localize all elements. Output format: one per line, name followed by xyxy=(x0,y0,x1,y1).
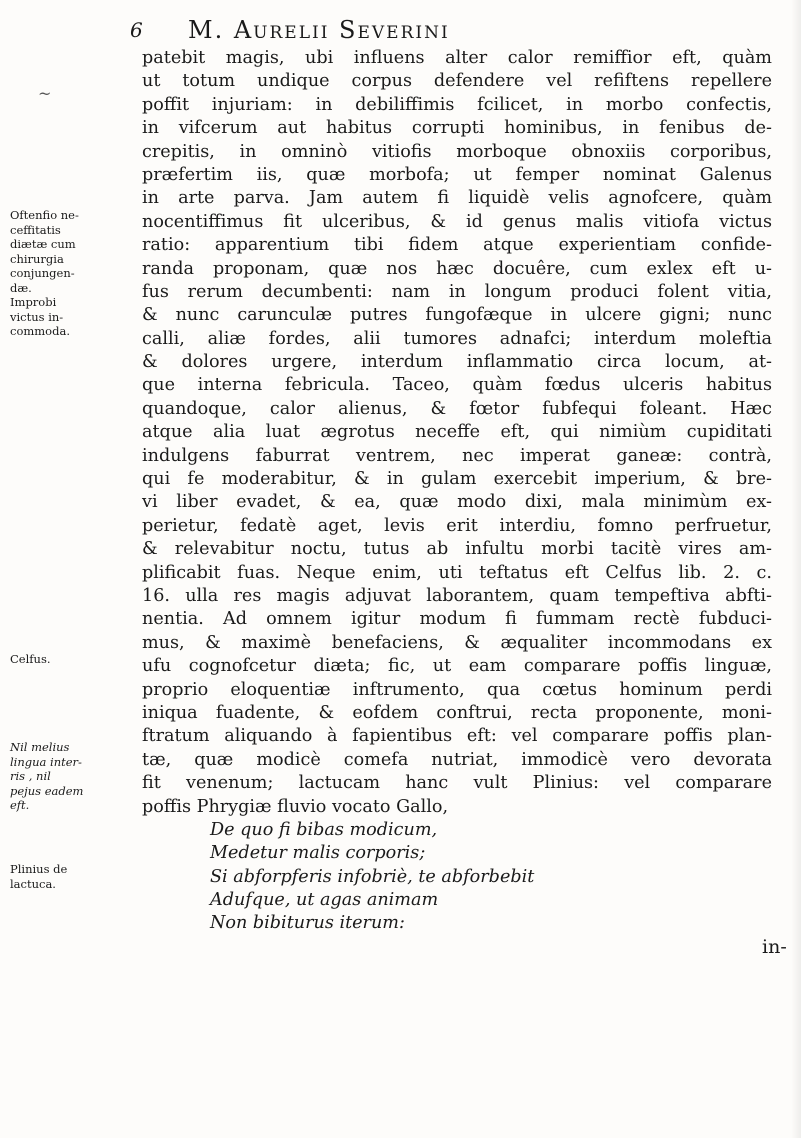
text-line: perietur, fedatè aget, levis erit interdiu, fomno perfruetur, xyxy=(142,515,772,536)
text-line: randa proponam, quæ nos hæc docuêre, cum exlex eft u- xyxy=(142,258,772,279)
text-line: indulgens faburrat ventrem, nec imperat ganeæ: contrà, xyxy=(142,445,772,466)
margin-note-lingua: Nil melius lingua inter- ris , nil pejus eadem eft. xyxy=(10,740,84,812)
text-line: tæ, quæ modicè comefa nutriat, immodicè vero devorata xyxy=(142,749,772,770)
text-line: ratio: apparentium tibi fidem atque experientiam confide- xyxy=(142,235,772,256)
text-line: qui fe moderabitur, & in gulam exercebit imperium, & bre- xyxy=(142,469,772,490)
text-line: ftratum aliquando à fapientibus eft: vel comparare poffis plan- xyxy=(142,726,772,747)
page-edge-shadow xyxy=(791,0,801,1138)
page-number: 6 xyxy=(130,18,143,42)
text-line: fus rerum decumbenti: nam in longum produci folent vitia, xyxy=(142,281,772,302)
text-line: poffit injuriam: in debiliffimis fcilicet, in morbo confectis, xyxy=(142,94,772,115)
verse-line: De quo fi bibas modicum, xyxy=(210,819,438,840)
text-line: 16. ulla res magis adjuvat laborantem, quam tempeftiva abfti- xyxy=(142,585,772,606)
text-line: iniqua fuadente, & eofdem conftrui, recta proponente, moni- xyxy=(142,702,772,723)
text-line: atque alia luat ægrotus neceffe eft, qui nimiùm cupiditati xyxy=(142,422,772,443)
text-line: in vifcerum aut habitus corrupti hominibus, in fenibus de- xyxy=(142,118,772,139)
text-line: ut totum undique corpus defendere vel refiftens repellere xyxy=(142,71,772,92)
text-line: calli, aliæ fordes, alii tumores adnafci; interdum moleftia xyxy=(142,328,772,349)
text-line: poffis Phrygiæ fluvio vocato Gallo, xyxy=(142,796,449,817)
verse-line: Adufque, ut agas animam xyxy=(210,890,439,911)
margin-note-diet: Oftenfio ne- ceffitatis diætæ cum chirurgia conjungen- dæ. Improbi victus in- commoda. xyxy=(10,208,79,338)
text-line: fit venenum; lactucam hanc vult Plinius: vel comparare xyxy=(142,773,772,794)
text-line: patebit magis, ubi influens alter calor remiffior eft, quàm xyxy=(142,48,772,68)
verse-line: Medetur malis corporis; xyxy=(210,843,426,864)
catchword: in- xyxy=(762,935,787,958)
running-head: M. Aurelii Severini xyxy=(188,16,450,44)
text-line: crepitis, in omninò vitiofis morboque obnoxiis corporibus, xyxy=(142,141,772,162)
text-line: & relevabitur noctu, tutus ab infultu morbi tacitè vires am- xyxy=(142,539,772,560)
text-line: proprio eloquentiæ inftrumento, qua cœtus hominum perdi xyxy=(142,679,772,700)
text-line: ufu cognofcetur diæta; fic, ut eam comparare poffis linguæ, xyxy=(142,656,772,677)
text-line: in arte parva. Jam autem fi liquidè velis agnofcere, quàm xyxy=(142,188,772,209)
text-line: & dolores urgere, interdum inflammatio circa locum, at- xyxy=(142,352,772,373)
text-line: quandoque, calor alienus, & fœtor fubfequi foleant. Hæc xyxy=(142,398,772,419)
text-line: mus, & maximè benefaciens, & æqualiter incommodans ex xyxy=(142,632,772,653)
text-line: que interna febricula. Taceo, quàm fœdus ulceris habitus xyxy=(142,375,772,396)
text-line: nentia. Ad omnem igitur modum fi fummam rectè fubduci- xyxy=(142,609,772,630)
gutter-mark: ~ xyxy=(38,84,52,103)
text-line: nocentiffimus fit ulceribus, & id genus malis vitiofa victus xyxy=(142,211,772,232)
text-line: vi liber evadet, & ea, quæ modo dixi, mala minimùm ex- xyxy=(142,492,772,513)
verse-line: Non bibiturus iterum: xyxy=(210,913,405,934)
text-line: præfertim iis, quæ morbofa; ut femper nominat Galenus xyxy=(142,164,772,185)
verse-line: Si abforpferis infobriè, te abforbebit xyxy=(210,866,535,887)
main-text xyxy=(142,47,787,959)
margin-note-plinius: Plinius de lactuca. xyxy=(10,862,68,891)
page-header xyxy=(130,12,650,48)
margin-note-celsus: Celfus. xyxy=(10,652,51,666)
text-line: plificabit fuas. Neque enim, uti teftatus eft Celfus lib. 2. c. xyxy=(142,562,772,583)
text-line: & nunc carunculæ putres fungofæque in ulcere gigni; nunc xyxy=(142,305,772,326)
